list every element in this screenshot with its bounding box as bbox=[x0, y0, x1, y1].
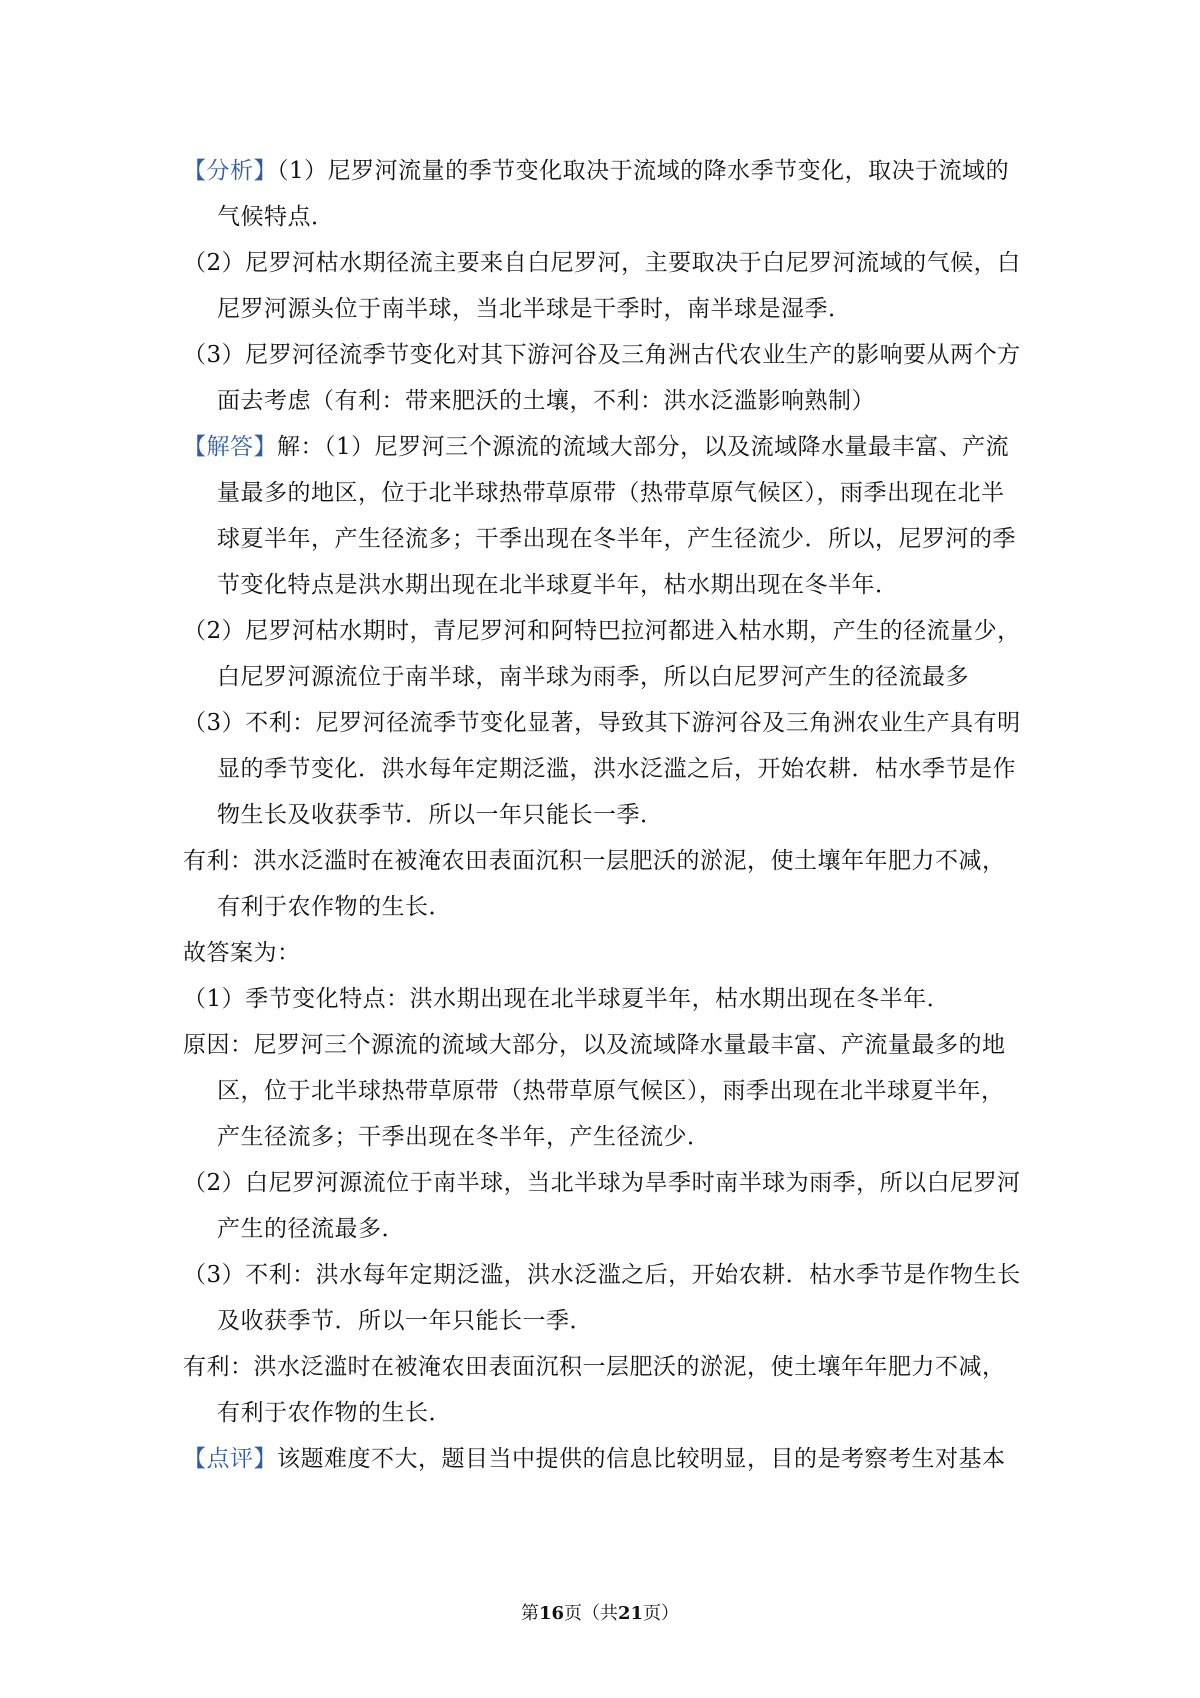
comment-text-1: 该题难度不大，题目当中提供的信息比较明显，目的是考察考生对基本 bbox=[277, 1446, 1006, 1472]
analysis-paragraph-1 bbox=[183, 148, 1023, 240]
answer-paragraph-7: 原因：尼罗河三个源流的流域大部分，以及流域降水量最丰富、产流量最多的地区，位于北半球热带草原带（热带草原气候区），雨季出现在北半球夏半年，产生径流多；干季出现在冬半年，产生径流少． bbox=[183, 1032, 1006, 1150]
answer-paragraph-8: （2）白尼罗河源流位于南半球，当北半球为旱季时南半球为雨季，所以白尼罗河产生的径流最多． bbox=[183, 1170, 1021, 1242]
footer-mid: 页（共 bbox=[564, 1603, 618, 1624]
analysis-paragraph-3: （3）尼罗河径流季节变化对其下游河谷及三角洲古代农业生产的影响要从两个方面去考虑（有利：带来肥沃的土壤，不利：洪水泛滥影响熟制） bbox=[183, 342, 1021, 414]
comment-label: 【点评】 bbox=[183, 1446, 277, 1472]
answer-paragraph-6: （1）季节变化特点：洪水期出现在北半球夏半年，枯水期出现在冬半年． bbox=[183, 986, 951, 1012]
answer-paragraph-10: 有利：洪水泛滥时在被淹农田表面沉积一层肥沃的淤泥，使土壤年年肥力不减，有利于农作物的生长． bbox=[183, 1354, 1006, 1426]
answer-text-1: 解：（1）尼罗河三个源流的流域大部分，以及流域降水量最丰富、产流量最多的地区，位于北半球热带草原带（热带草原气候区），雨季出现在北半球夏半年，产生径流多；干季出现在冬半年，产生径流少．所以，尼罗河的季节变化特点是洪水期出现在北半球夏半年，枯水期出现在冬半年． bbox=[217, 434, 1016, 598]
footer-suffix: 页） bbox=[643, 1603, 680, 1624]
analysis-label: 【分析】 bbox=[183, 158, 277, 184]
footer-page-number: 16 bbox=[538, 1603, 564, 1624]
answer-paragraph-5: 故答案为： bbox=[183, 940, 301, 966]
analysis-paragraph-2: （2）尼罗河枯水期径流主要来自白尼罗河，主要取决于白尼罗河流域的气候，白尼罗河源头位于南半球，当北半球是干季时，南半球是湿季． bbox=[183, 250, 1021, 322]
answer-paragraph-3: （3）不利：尼罗河径流季节变化显著，导致其下游河谷及三角洲农业生产具有明显的季节变化．洪水每年定期泛滥，洪水泛滥之后，开始农耕．枯水季节是作物生长及收获季节．所以一年只能长一季． bbox=[183, 710, 1021, 828]
answer-paragraph-9: （3）不利：洪水每年定期泛滥，洪水泛滥之后，开始农耕．枯水季节是作物生长及收获季节．所以一年只能长一季． bbox=[183, 1262, 1021, 1334]
answer-paragraph-2: （2）尼罗河枯水期时，青尼罗河和阿特巴拉河都进入枯水期，产生的径流量少，白尼罗河源流位于南半球，南半球为雨季，所以白尼罗河产生的径流最多 bbox=[183, 618, 1021, 690]
footer-prefix: 第 bbox=[520, 1603, 539, 1624]
document-body bbox=[183, 148, 1023, 1482]
comment-paragraph-1 bbox=[183, 1436, 1023, 1482]
answer-label: 【解答】 bbox=[183, 434, 277, 460]
page-footer bbox=[0, 1602, 1200, 1626]
analysis-text-1: （1）尼罗河流量的季节变化取决于流域的降水季节变化，取决于流域的气候特点． bbox=[217, 158, 1010, 230]
footer-total-pages: 21 bbox=[618, 1603, 644, 1624]
answer-paragraph-4: 有利：洪水泛滥时在被淹农田表面沉积一层肥沃的淤泥，使土壤年年肥力不减，有利于农作物的生长． bbox=[183, 848, 1006, 920]
answer-paragraph-1 bbox=[183, 424, 1023, 608]
